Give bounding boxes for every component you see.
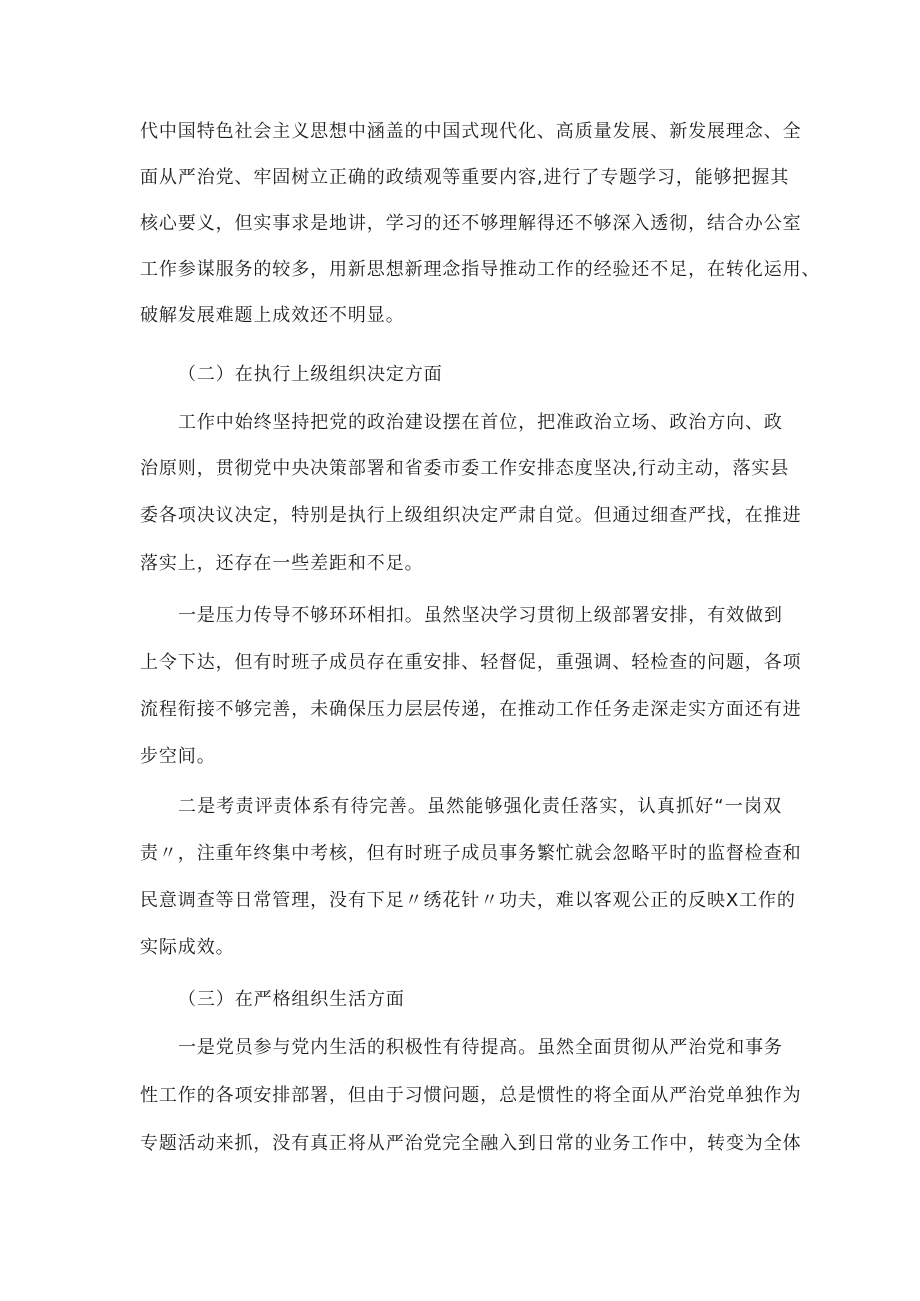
paragraph-line: 步空间。 xyxy=(140,746,216,767)
paragraph-line: 一是党员参与党内生活的积极性有待提高。虽然全面贯彻从严治党和事务 xyxy=(178,1037,783,1058)
paragraph-line: 代中国特色社会主义思想中涵盖的中国式现代化、高质量发展、新发展理念、全 xyxy=(140,121,802,142)
paragraph-line: 核心要义，但实事求是地讲，学习的还不够理解得还不够深入透彻，结合办公室 xyxy=(140,213,802,234)
paragraph-line: 二是考责评责体系有待完善。虽然能够强化责任落实，认真抓好“一岗双 xyxy=(178,796,782,817)
paragraph-line: 实际成效。 xyxy=(140,937,235,958)
paragraph-line: 性工作的各项安排部署，但由于习惯问题，总是惯性的将全面从严治党单独作为 xyxy=(140,1085,802,1106)
paragraph-line: 治原则，贯彻党中央决策部署和省委市委工作安排态度坚决,行动主动，落实县 xyxy=(140,458,790,479)
paragraph-line: 民意调查等日常管理，没有下足〃绣花针〃功夫，难以客观公正的反映X工作的 xyxy=(140,890,796,911)
section-heading: （三）在严格组织生活方面 xyxy=(178,989,405,1010)
paragraph-line: 落实上，还存在一些差距和不足。 xyxy=(140,553,424,574)
section-heading: （二）在执行上级组织决定方面 xyxy=(178,364,443,385)
paragraph-line: 责〃，注重年终集中考核，但有时班子成员事务繁忙就会忽略平时的监督检查和 xyxy=(140,843,802,864)
paragraph-line: 流程衔接不够完善，未确保压力层层传递，在推动工作任务走深走实方面还有进 xyxy=(140,699,802,720)
paragraph-line: 工作参谋服务的较多，用新思想新理念指导推动工作的经验还不足，在转化运用、 xyxy=(140,259,821,280)
paragraph-line: 上令下达，但有时班子成员存在重安排、轻督促，重强调、轻检查的问题，各项 xyxy=(140,652,802,673)
paragraph-line: 一是压力传导不够环环相扣。虽然坚决学习贯彻上级部署安排，有效做到 xyxy=(178,605,783,626)
paragraph-line: 委各项决议决定，特别是执行上级组织决定严肃自觉。但通过细查严找，在推进 xyxy=(140,505,802,526)
paragraph-line: 破解发展难题上成效还不明显。 xyxy=(140,305,405,326)
paragraph-line: 面从严治党、牢固树立正确的政绩观等重要内容,进行了专题学习，能够把握其 xyxy=(140,167,790,188)
paragraph-line: 工作中始终坚持把党的政治建设摆在首位，把准政治立场、政治方向、政 xyxy=(178,412,783,433)
paragraph-line: 专题活动来抓，没有真正将从严治党完全融入到日常的业务工作中，转变为全体 xyxy=(140,1133,802,1154)
